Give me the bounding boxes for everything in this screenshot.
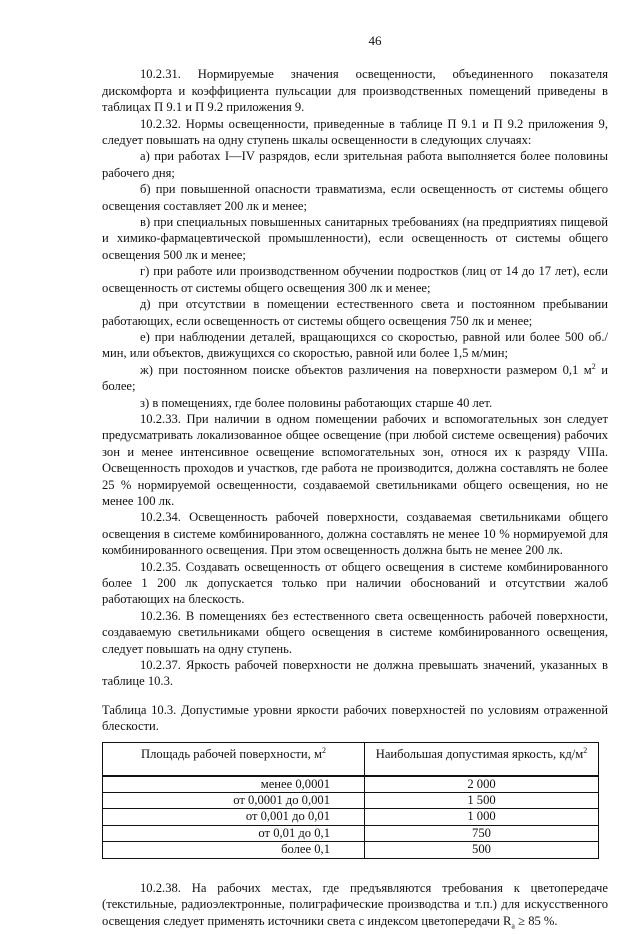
cell-area: более 0,1 bbox=[103, 842, 365, 858]
list-item-g: г) при работе или производственном обучении подростков (лиц от 14 до 17 лет), если освещенность от системы общего освещения 300 лк и менее; bbox=[102, 264, 608, 295]
luminance-table bbox=[102, 742, 599, 859]
square-meter-superscript: 2 bbox=[591, 361, 596, 371]
table-row bbox=[103, 809, 599, 825]
cell-area: менее 0,0001 bbox=[103, 776, 365, 793]
header-luminance: Наибольшая допустимая яркость, $кд/м^2$ bbox=[365, 742, 599, 776]
list-item-z: з) в помещениях, где более половины работающих старше 40 лет. bbox=[140, 395, 493, 410]
table-row bbox=[103, 825, 599, 841]
table-row bbox=[103, 842, 599, 858]
paragraph-10-2-37: 10.2.37. Яркость рабочей поверхности не должна превышать значений, указанных в таблице 10.3. bbox=[102, 658, 608, 689]
list-item-v: в) при специальных повышенных санитарных требованиях (на предприятиях пищевой и химико-фармацевтической промышленности), если освещенность от системы общего освещения 500 лк и менее; bbox=[102, 215, 608, 262]
list-item-b: б) при повышенной опасности травматизма, если освещенность от системы общего освещения составляет 200 лк и менее; bbox=[102, 182, 608, 213]
list-item-zh-tail: и более; bbox=[102, 362, 608, 394]
paragraph-10-2-35: 10.2.35. Создавать освещенность от общего освещения в системе комбинированного более 1 200 лк допускается только при наличии обоснований и отсутствии жалоб работающих на блескость. bbox=[102, 559, 608, 607]
table-row bbox=[103, 793, 599, 809]
list-item-zh-text: ж) при постоянном поиске объектов различения на поверхности размером 0,1 м bbox=[140, 362, 592, 377]
paragraph-10-2-36: 10.2.36. В помещениях без естественного света освещенность рабочей поверхности, создаваемую светильниками общего освещения в системе комбинированного освещения, следует повышать на одну ступень. bbox=[102, 608, 608, 656]
list-item-zh bbox=[102, 362, 608, 395]
header-area: Площадь рабочей поверхности, $м^2$ bbox=[103, 742, 365, 776]
paragraph-10-2-38-text: 10.2.38. На рабочих местах, где предъявляются требования к цветопередаче (текстильные, радиоэлектронные, полиграфические производства и т.п.) для искусственного освещения следует применять источники света с индексом цветопередачи bbox=[102, 880, 608, 928]
paragraph-10-2-31: 10.2.31. Нормируемые значения освещенности, объединенного показателя дискомфорта и коэффициента пульсации для производственных помещений приведены в таблицах П 9.1 и П 9.2 приложения 9. bbox=[102, 67, 608, 115]
paragraph-10-2-34: 10.2.34. Освещенность рабочей поверхности, создаваемая светильниками общего освещения в системе комбинированного, должна составлять не менее 10 % нормируемой для комбинированного освещения. При этом освещенность должна быть не менее 200 лк. bbox=[102, 510, 608, 558]
cell-area: от 0,001 до 0,01 bbox=[103, 809, 365, 825]
page-number: 46 bbox=[368, 33, 382, 48]
paragraph-10-2-38 bbox=[102, 880, 608, 934]
paragraph-10-2-32: 10.2.32. Нормы освещенности, приведенные в таблице П 9.1 и П 9.2 приложения 9, следует повышать на одну ступень шкалы освещенности в следующих случаях: bbox=[102, 116, 608, 148]
cell-area: от 0,0001 до 0,001 bbox=[103, 793, 365, 809]
cell-luminance: 1 500 bbox=[365, 793, 599, 809]
cell-luminance: 1 000 bbox=[365, 809, 599, 825]
cell-luminance: 500 bbox=[365, 842, 599, 858]
table-caption: Таблица 10.3. Допустимые уровни яркости рабочих поверхностей по условиям отраженной блескости. bbox=[102, 702, 608, 734]
cell-area: от 0,01 до 0,1 bbox=[103, 825, 365, 841]
table-row bbox=[103, 776, 599, 793]
list-item-a: а) при работах I—IV разрядов, если зрительная работа выполняется более половины рабочего дня; bbox=[102, 149, 608, 180]
paragraph-10-2-33: 10.2.33. При наличии в одном помещении рабочих и вспомогательных зон следует предусматривать локализованное общее освещение (при любой системе освещения) рабочих зон и менее интенсивное освещение вспомогательных зон, относя их к разряду VIIIа. Освещенность проходов и участков, где работа не производится, должна составлять не более 25 % нормируемой освещенности, создаваемой светильниками общего освещения, но не менее 100 лк. bbox=[102, 411, 608, 508]
list-item-d: д) при отсутствии в помещении естественного света и постоянном пребывании работающих, если освещенность от системы общего освещения 750 лк и менее; bbox=[102, 297, 608, 328]
list-item-e: е) при наблюдении деталей, вращающихся со скоростью, равной или более 500 об./мин, или объектов, движущихся со скоростью, равной или более 1,5 м/мин; bbox=[102, 329, 608, 361]
table-header-row bbox=[103, 742, 599, 776]
cell-luminance: 750 bbox=[365, 825, 599, 841]
cell-luminance: 2 000 bbox=[365, 776, 599, 793]
color-rendering-formula: $R_a \ge 85$ %. bbox=[503, 913, 558, 931]
